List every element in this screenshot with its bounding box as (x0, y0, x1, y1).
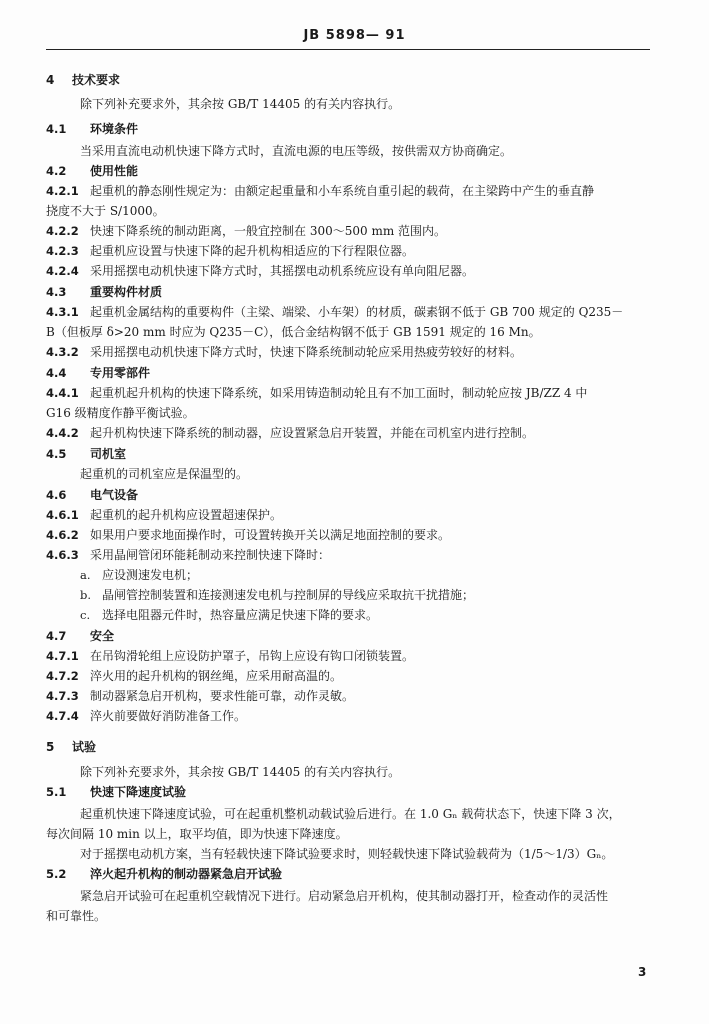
list-item: a. 应设测速发电机； (80, 568, 199, 582)
paragraph: 对于摇摆电动机方案，当有轻载快速下降试验要求时，则轻载快速下降试验载荷为（1/5～1/3）Gₙ。 (80, 847, 614, 861)
clause: 4.3.2 采用摇摆电动机快速下降方式时，快速下降系统制动轮应采用热疲劳较好的材料。 (46, 345, 523, 359)
paragraph-continuation: 和可靠性。 (46, 909, 107, 923)
paragraph: 除下列补充要求外，其余按 GB/T 14405 的有关内容执行。 (80, 97, 401, 111)
paragraph: 起重机快速下降速度试验，可在起重机整机动载试验后进行。在 1.0 Gₙ 载荷状态下，快速下降 3 次， (80, 807, 621, 821)
clause-continuation: G16 级精度作静平衡试验。 (46, 406, 195, 420)
clause: 4.3.1 起重机金属结构的重要构件（主梁、端梁、小车架）的材质，碳素钢不低于 GB 700 规定的 Q235－ (46, 305, 624, 319)
paragraph: 当采用直流电动机快速下降方式时，直流电源的电压等级，按供需双方协商确定。 (80, 144, 513, 158)
clause: 4.7.1 在吊钩滑轮组上应设防护罩子，吊钩上应设有钩口闭锁装置。 (46, 649, 415, 663)
subsection-heading: 4.1 环境条件 (46, 122, 139, 136)
clause: 4.4.1 起重机起升机构的快速下降系统，如采用铸造制动轮且有不加工面时，制动轮应按 JB/ZZ 4 中 (46, 386, 588, 400)
paragraph: 紧急启开试验可在起重机空载情况下进行。启动紧急启开机构，使其制动器打开，检查动作的灵活性 (80, 889, 609, 903)
subsection-heading: 4.7 安全 (46, 629, 115, 643)
paragraph-continuation: 每次间隔 10 min 以上，取平均值，即为快速下降速度。 (46, 827, 348, 841)
clause: 4.6.3 采用晶闸管闭环能耗制动来控制快速下降时： (46, 548, 331, 562)
section-heading: 5 试验 (46, 740, 97, 754)
clause: 4.2.3 起重机应设置与快速下降的起升机构相适应的下行程限位器。 (46, 244, 415, 258)
list-item: c. 选择电阻器元件时，热容量应满足快速下降的要求。 (80, 608, 379, 622)
paragraph: 除下列补充要求外，其余按 GB/T 14405 的有关内容执行。 (80, 765, 401, 779)
section-heading: 4 技术要求 (46, 73, 121, 87)
clause: 4.2.1 起重机的静态刚性规定为：由额定起重量和小车系统自重引起的载荷，在主梁跨中产生的垂直静 (46, 184, 595, 198)
page-number: 3 (638, 965, 647, 979)
subsection-heading: 4.3 重要构件材质 (46, 285, 163, 299)
clause: 4.4.2 起升机构快速下降系统的制动器，应设置紧急启开装置，并能在司机室内进行控制。 (46, 426, 535, 440)
clause: 4.6.2 如果用户要求地面操作时，可设置转换开关以满足地面控制的要求。 (46, 528, 451, 542)
clause-continuation: 挠度不大于 S/1000。 (46, 204, 165, 218)
clause: 4.7.2 淬火用的起升机构的钢丝绳，应采用耐高温的。 (46, 669, 343, 683)
standard-code-header: JB 5898— 91 (303, 28, 406, 43)
paragraph: 起重机的司机室应是保温型的。 (80, 467, 249, 481)
clause-continuation: B（但板厚 δ>20 mm 时应为 Q235－C），低合金结构钢不低于 GB 1591 规定的 16 Mn。 (46, 325, 541, 339)
subsection-heading: 4.6 电气设备 (46, 488, 139, 502)
clause: 4.7.4 淬火前要做好消防准备工作。 (46, 709, 247, 723)
list-item: b. 晶闸管控制装置和连接测速发电机与控制屏的导线应采取抗干扰措施； (80, 588, 475, 602)
header-rule (46, 49, 650, 50)
clause: 4.6.1 起重机的起升机构应设置超速保护。 (46, 508, 283, 522)
subsection-heading: 4.4 专用零部件 (46, 366, 151, 380)
clause: 4.2.2 快速下降系统的制动距离，一般宜控制在 300～500 mm 范围内。 (46, 224, 447, 238)
subsection-heading: 5.2 淬火起升机构的制动器紧急启开试验 (46, 867, 283, 881)
subsection-heading: 4.2 使用性能 (46, 164, 139, 178)
subsection-heading: 5.1 快速下降速度试验 (46, 785, 187, 799)
clause: 4.7.3 制动器紧急启开机构，要求性能可靠，动作灵敏。 (46, 689, 355, 703)
clause: 4.2.4 采用摇摆电动机快速下降方式时，其摇摆电动机系统应设有单向阻尼器。 (46, 264, 475, 278)
subsection-heading: 4.5 司机室 (46, 447, 127, 461)
